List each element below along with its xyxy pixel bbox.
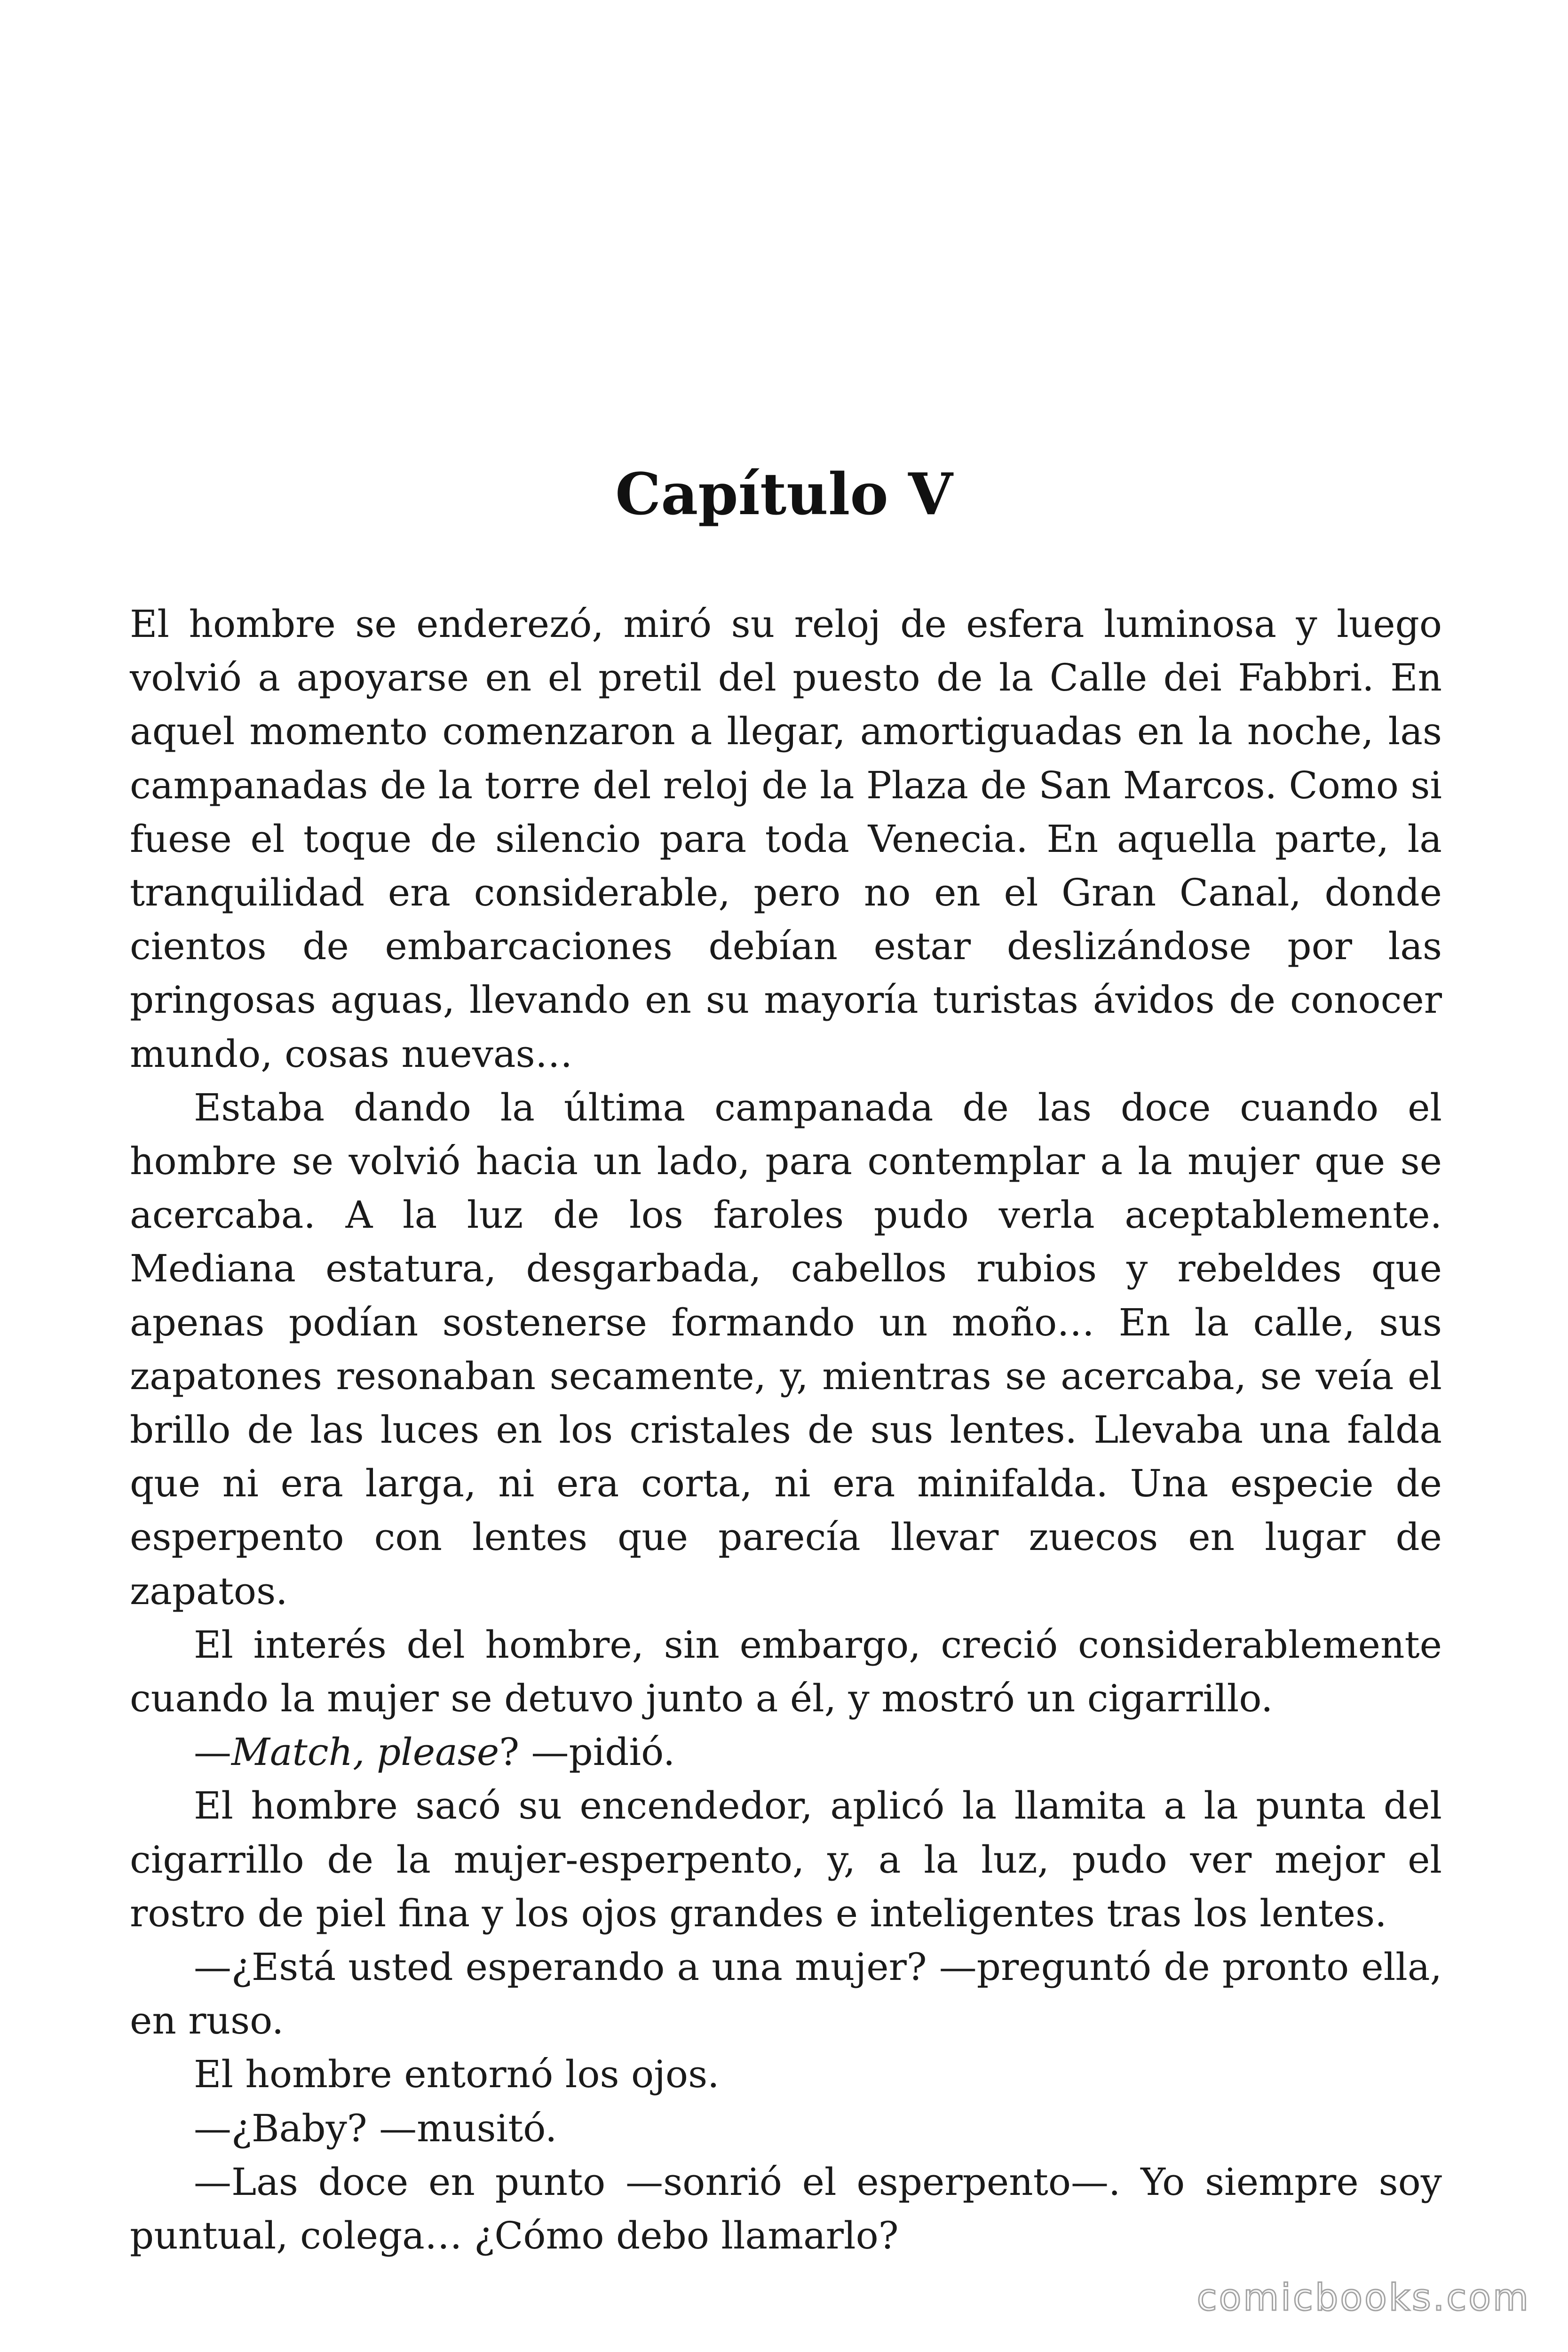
paragraph-8: —¿Baby? —musitó. [194, 2106, 557, 2150]
paragraph-1: El hombre se enderezó, miró su reloj de esfera luminosa y luego volvió a apoyarse en el pretil del puesto de la Calle dei Fabbri. En aquel momento comenzaron a llegar, amortiguadas en la noche, las campanadas de la torre del reloj de la Plaza de San Marcos. Como si fuese el toque de silencio para toda Venecia. En aquella parte, la tranquilidad era considerable, pero no en el Gran Canal, donde cientos de embarcaciones debían estar deslizándose por las pringosas aguas, llevando en su mayoría turistas ávidos de conocer mundo, cosas nuevas… [130, 602, 1442, 1076]
dialogue-rest: ? —pidió. [499, 1730, 675, 1774]
paragraph-6: —¿Está usted esperando a una mujer? —preguntó de pronto ella, en ruso. [130, 1945, 1442, 2043]
paragraph-dialogue-match [130, 1725, 1442, 1779]
paragraph-3: El interés del hombre, sin embargo, creció considerablemente cuando la mujer se detuvo junto a él, y mostró un cigarrillo. [130, 1622, 1442, 1721]
dialogue-dash: — [194, 1730, 231, 1774]
chapter-title: Capítulo V [615, 460, 953, 528]
paragraph-7: El hombre entornó los ojos. [194, 2052, 720, 2097]
paragraph-2: Estaba dando la última campanada de las doce cuando el hombre se volvió hacia un lado, para contemplar a la mujer que se acercaba. A la luz de los faroles pudo verla aceptablemente. Mediana estatura, desgarbada, cabellos rubios y rebeldes que apenas podían sostenerse formando un moño… En la calle, sus zapatones resonaban secamente, y, mientras se acercaba, se veía el brillo de las luces en los cristales de sus lentes. Llevaba una falda que ni era larga, ni era corta, ni era minifalda. Una especie de esperpento con lentes que parecía llevar zuecos en lugar de zapatos. [130, 1085, 1442, 1613]
paragraph-5: El hombre sacó su encendedor, aplicó la llamita a la punta del cigarrillo de la mujer-esperpento, y, a la luz, pudo ver mejor el rostro de piel fina y los ojos grandes e inteligentes tras los lentes. [130, 1784, 1442, 1935]
paragraph-9: —Las doce en punto —sonrió el esperpento—. Yo siempre soy puntual, colega… ¿Cómo debo llamarlo? [130, 2160, 1442, 2258]
chapter-body [130, 597, 1442, 2263]
dialogue-italic-phrase: Match, please [231, 1730, 499, 1774]
watermark-text: comicbooks.com [1196, 2277, 1530, 2319]
